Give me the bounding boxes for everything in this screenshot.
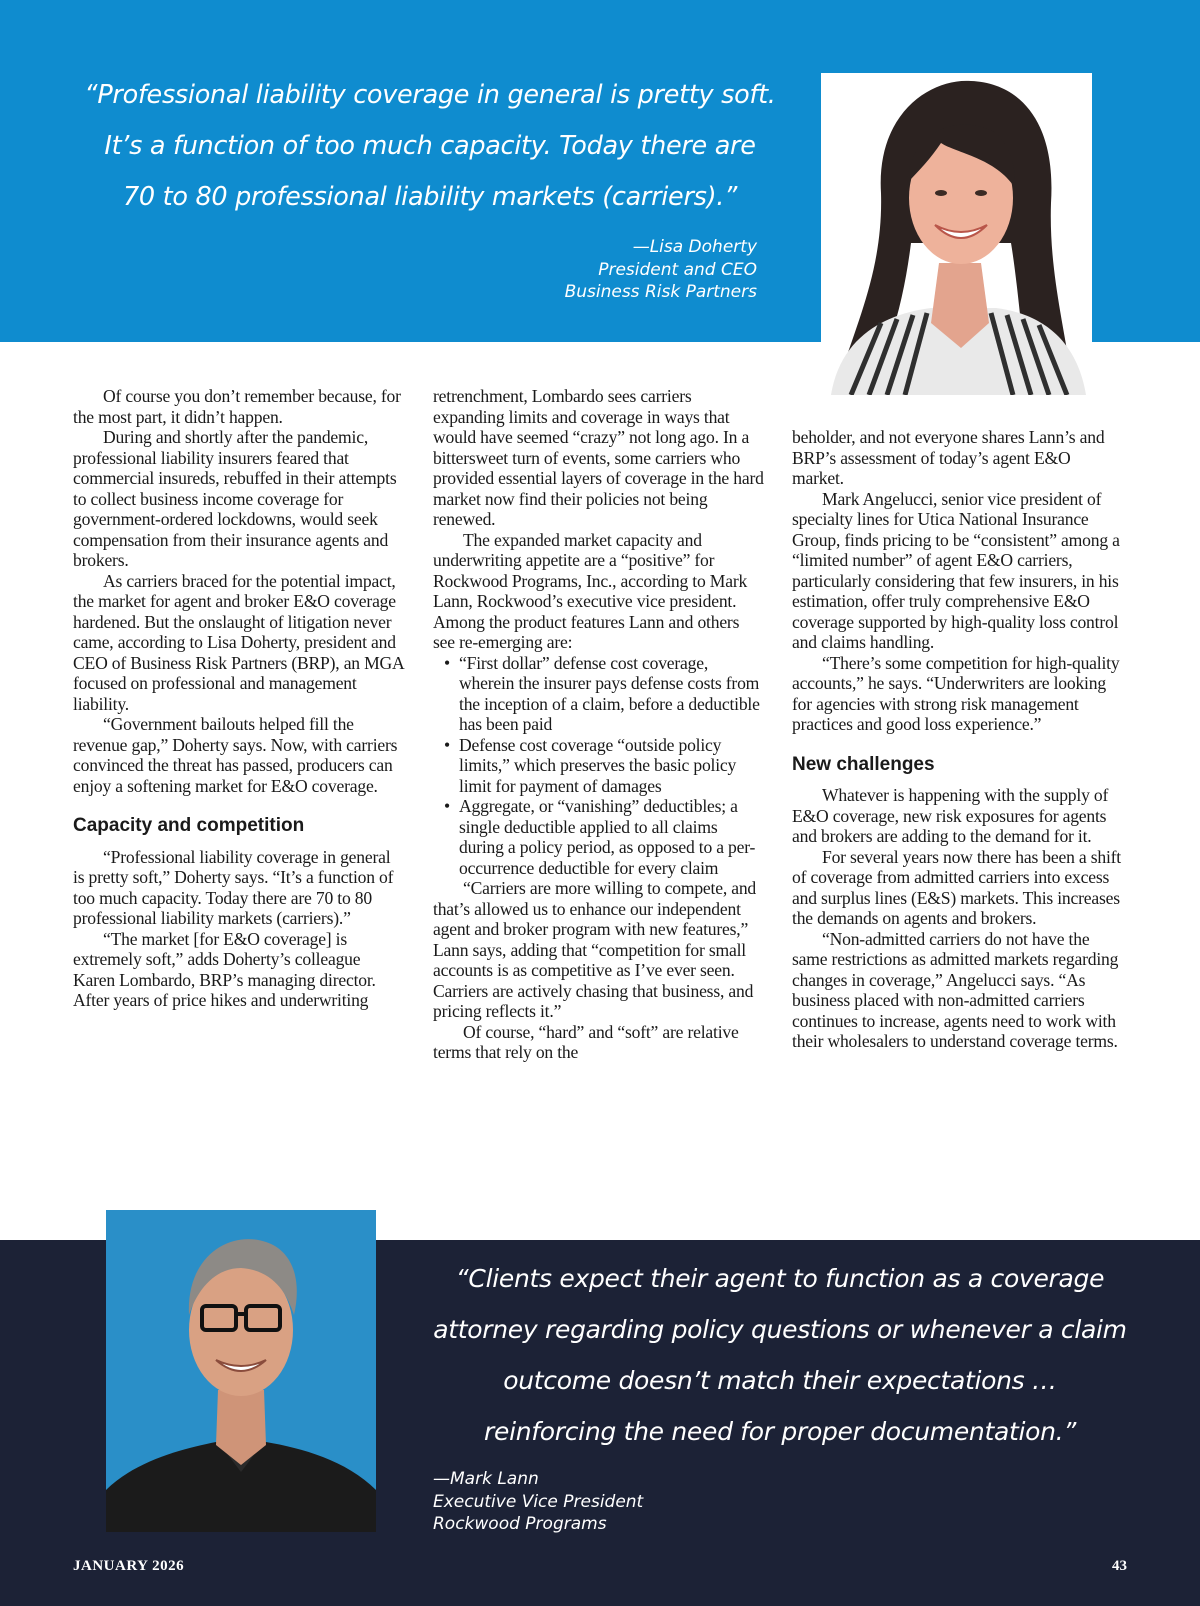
bottom-quote-line: attorney regarding policy questions or whenever a claim <box>433 1315 1127 1344</box>
attribution-name: —Mark Lann <box>433 1469 539 1489</box>
paragraph: Whatever is happening with the supply of E&O coverage, new risk exposures for agents and brokers are adding to the demand for it. <box>792 785 1109 846</box>
attribution-title: Executive Vice President <box>433 1491 644 1512</box>
paragraph: “There’s some competition for high-quality accounts,” he says. “Underwriters are looking for agencies with strong risk management practices and good loss experience.” <box>792 652 1120 734</box>
feature-list <box>433 653 765 879</box>
footer-issue-date: JANUARY 2026 <box>73 1558 185 1574</box>
bottom-quote-line: reinforcing the need for proper documentation.” <box>484 1417 1076 1446</box>
top-quote-line: “Professional liability coverage in general is pretty soft. <box>84 80 776 110</box>
paragraph: As carriers braced for the potential impact, the market for agent and broker E&O coverage hardened. But the onslaught of litigation never came, according to Lisa Doherty, president and CEO of Business Risk Partners (BRP), an MGA focused on professional and management liability. <box>73 570 404 714</box>
paragraph: Mark Angelucci, senior vice president of specialty lines for Utica National Insurance Group, finds pricing to be “consistent” among a “limited number” of agent E&O carriers, particularly considering that few insurers, in his estimation, offer truly comprehensive E&O coverage supported by high-quality loss control and claims handling. <box>792 488 1120 652</box>
portrait-mark-lann <box>106 1210 376 1532</box>
bottom-quote-line: outcome doesn’t match their expectations … <box>503 1366 1057 1395</box>
list-item: • Defense cost coverage “outside policy limits,” which preserves the basic policy limit for payment of damages <box>459 735 765 797</box>
paragraph: retrenchment, Lombardo sees carriers expanding limits and coverage in ways that would have seemed “crazy” not long ago. In a bittersweet turn of events, some carriers who provided essential layers of coverage in the hard market now find their policies not being renewed. <box>433 386 764 529</box>
bottom-quote-attribution <box>433 1468 643 1536</box>
top-quote-line: 70 to 80 professional liability markets (carriers).” <box>123 182 737 212</box>
paragraph: During and shortly after the pandemic, professional liability insurers feared that commercial insureds, rebuffed in their attempts to collect business income coverage for government-ordered lockdowns, would seek compensation from their insurance agents and brokers. <box>73 427 397 570</box>
paragraph: The expanded market capacity and underwriting appetite are a “positive” for Rockwood Programs, Inc., according to Mark Lann, Rockwood’s executive vice president. Among the product features Lann and others see re-emerging are: <box>433 529 748 652</box>
top-quote-line: It’s a function of too much capacity. Today there are <box>104 131 756 161</box>
paragraph: “The market [for E&O coverage] is extremely soft,” adds Doherty’s colleague Karen Lombardo, BRP’s managing director. After years of price hikes and underwriting <box>73 928 376 1010</box>
article-column-1 <box>73 386 405 1011</box>
paragraph: “Carriers are more willing to compete, and that’s allowed us to enhance our independent agent and broker program with new features,” Lann says, adding that “competition for small accounts is as competitive as I’ve ever seen. Carriers are actively chasing that business, and pricing reflects it.” <box>433 878 757 1021</box>
article-column-2 <box>433 386 765 1063</box>
paragraph: “Non-admitted carriers do not have the same restrictions as admitted markets regarding changes in coverage,” Angelucci says. “As business placed with non-admitted carriers continues to increase, agents need to work with their wholesalers to understand coverage terms. <box>792 928 1119 1051</box>
attribution-company: Rockwood Programs <box>433 1514 607 1534</box>
paragraph: Of course, “hard” and “soft” are relative terms that rely on the <box>433 1021 739 1062</box>
attribution-title: President and CEO <box>598 259 757 280</box>
paragraph: “Government bailouts helped fill the revenue gap,” Doherty says. Now, with carriers convinced the threat has passed, producers can enjoy a softening market for E&O coverage. <box>73 714 398 796</box>
attribution-company: Business Risk Partners <box>564 282 757 302</box>
section-heading: Capacity and competition <box>73 815 305 836</box>
bottom-quote-line: “Clients expect their agent to function as a coverage <box>455 1264 1105 1293</box>
article-column-3 <box>792 427 1124 1052</box>
bottom-pull-quote <box>420 1253 1140 1457</box>
attribution-name: —Lisa Doherty <box>632 237 757 257</box>
page-number: 43 <box>1112 1558 1127 1574</box>
top-quote-attribution <box>565 236 757 304</box>
section-heading: New challenges <box>792 753 935 775</box>
paragraph: Of course you don’t remember because, for the most part, it didn’t happen. <box>73 386 401 427</box>
paragraph: beholder, and not everyone shares Lann’s and BRP’s assessment of today’s agent E&O market. <box>792 427 1105 488</box>
portrait-lisa-doherty <box>821 73 1092 395</box>
paragraph: “Professional liability coverage in general is pretty soft,” Doherty says. “It’s a function of too much capacity. Today there are 70 to 80 professional liability markets (carriers).” <box>73 846 394 928</box>
list-item: • Aggregate, or “vanishing” deductibles; a single deductible applied to all claims during a policy period, as opposed to a per-occurrence deductible for every claim <box>459 796 765 878</box>
list-item: • “First dollar” defense cost coverage, wherein the insurer pays defense costs from the inception of a claim, before a deductible has been paid <box>459 653 765 735</box>
paragraph: For several years now there has been a shift of coverage from admitted carriers into excess and surplus lines (E&S) markets. This increases the demands on agents and brokers. <box>792 846 1121 928</box>
top-pull-quote <box>60 70 800 223</box>
portrait-woman-icon <box>821 73 1092 395</box>
portrait-man-icon <box>106 1210 376 1532</box>
